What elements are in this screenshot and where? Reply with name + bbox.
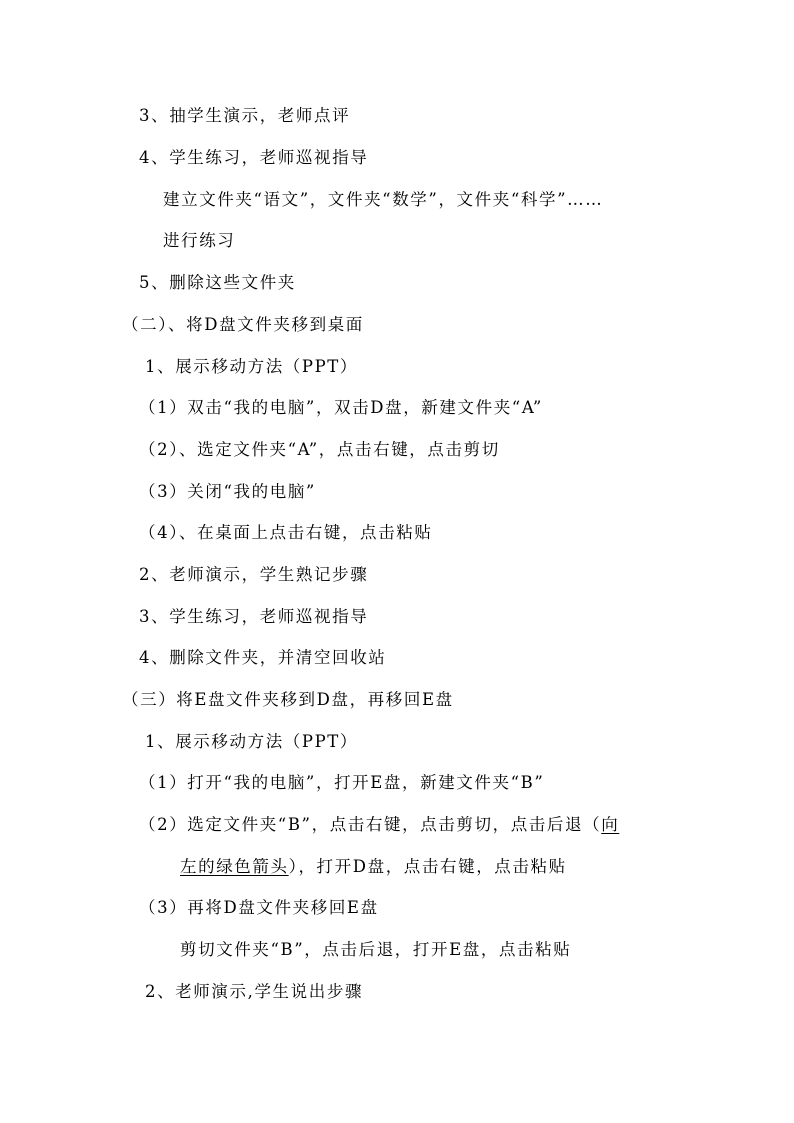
text-line-19 bbox=[180, 857, 567, 877]
text-line-14: 4、删除文件夹，并清空回收站 bbox=[139, 648, 387, 667]
text-line-2: 4、学生练习，老师巡视指导 bbox=[139, 148, 369, 167]
text-line-18-main: （2）选定文件夹“B”，点击右键，点击剪切，点击后退（ bbox=[139, 815, 602, 834]
text-line-21: 剪切文件夹“B”，点击后退，打开E盘，点击粘贴 bbox=[180, 940, 572, 959]
text-line-19-underlined: 左的绿色箭头 bbox=[180, 857, 289, 876]
text-line-16: 1、展示移动方法（PPT） bbox=[145, 732, 359, 751]
text-line-22: 2、老师演示,学生说出步骤 bbox=[145, 982, 364, 1001]
text-line-19-main: ），打开D盘，点击右键，点击粘贴 bbox=[288, 857, 567, 876]
text-line-17: （1）打开“我的电脑”，打开E盘，新建文件夹“B” bbox=[139, 773, 545, 792]
text-line-13: 3、学生练习，老师巡视指导 bbox=[139, 607, 369, 626]
text-line-7: 1、展示移动方法（PPT） bbox=[145, 357, 359, 376]
text-line-5: 5、删除这些文件夹 bbox=[139, 273, 296, 292]
text-line-18-underlined: 向 bbox=[601, 815, 620, 834]
text-line-10: （3）关闭“我的电脑” bbox=[139, 482, 316, 501]
text-line-1: 3、抽学生演示，老师点评 bbox=[139, 106, 351, 125]
text-line-8: （1）双击“我的电脑”，双击D盘，新建文件夹“A” bbox=[139, 398, 543, 417]
section-heading-3: （三）将E盘文件夹移到D盘，再移回E盘 bbox=[122, 690, 454, 709]
text-line-18 bbox=[139, 815, 619, 835]
text-line-3: 建立文件夹“语文”，文件夹“数学”，文件夹“科学”…… bbox=[163, 190, 604, 209]
section-heading-2: （二）、将D盘文件夹移到桌面 bbox=[122, 315, 364, 334]
text-line-11: （4）、在桌面上点击右键，点击粘贴 bbox=[139, 523, 433, 542]
text-line-9: （2）、选定文件夹“A”，点击右键，点击剪切 bbox=[139, 440, 500, 459]
text-line-12: 2、老师演示，学生熟记步骤 bbox=[139, 565, 369, 584]
text-line-20: （3）再将D盘文件夹移回E盘 bbox=[139, 898, 379, 917]
text-line-4: 进行练习 bbox=[163, 231, 236, 250]
